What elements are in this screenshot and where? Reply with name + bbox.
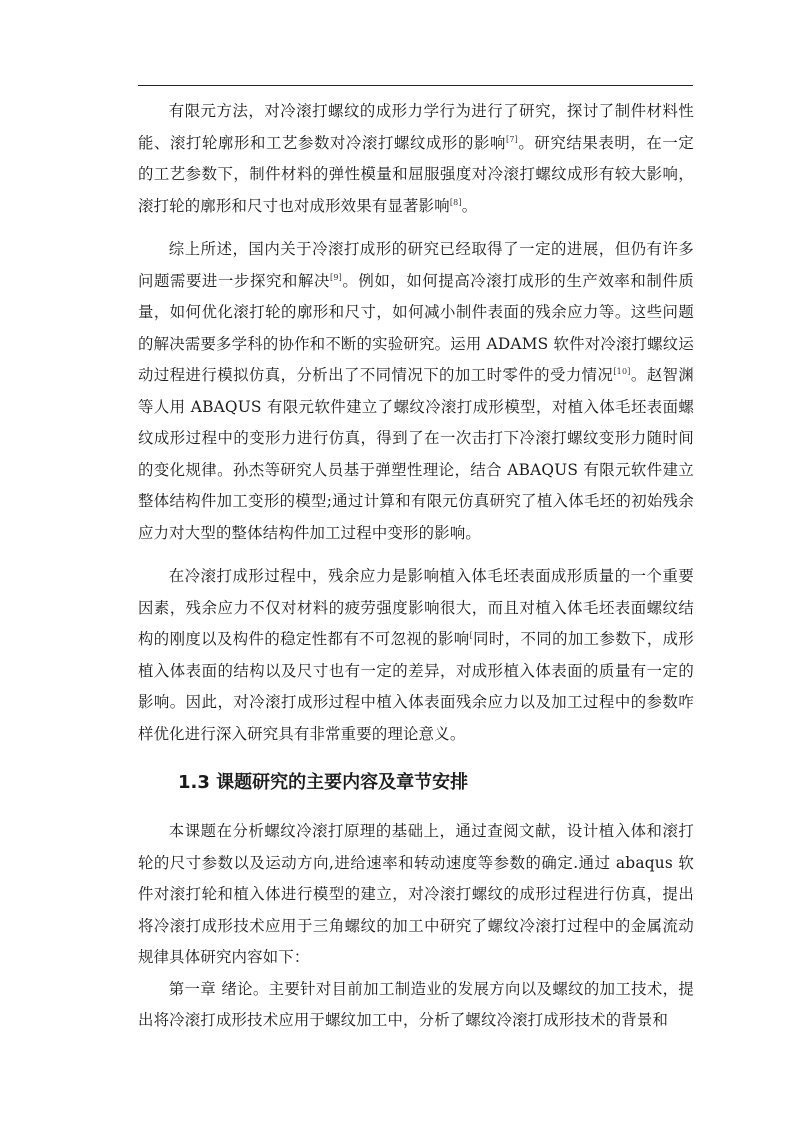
paragraph [138, 234, 694, 549]
section-heading: 1.3 课题研究的主要内容及章节安排 [178, 772, 469, 793]
header-rule [138, 85, 693, 86]
paragraph [138, 974, 694, 1037]
text-run: 。研究结果表明，在一定的工艺参数下，制件材料的弹性模量和屈服强度对冷滚打螺纹成形有较大影响，滚打轮的廓形和尺寸也对成形效果有显著影响 [138, 133, 695, 215]
text-run: 本课题在分析螺纹冷滚打原理的基础上，通过查阅文献，设计植入体和滚打轮的尺寸参数以及运动方向,进给速率和转动速度等参数的确定.通过 abaqus 软件对滚打轮和植入体进行模型的建立，对冷滚打螺纹的成形过程进行仿真，提出将冷滚打成形技术应用于三角螺纹的加工中研究了螺纹冷滚打过程中的金属流动规律具体研究内容如下： [138, 822, 694, 966]
text-run: 在冷滚打成形过程中，残余应力是影响植入体毛坯表面成形质量的一个重要因素，残余应力不仅对材料的疲劳强度影响很大，而且对植入体毛坯表面螺纹结构的刚度以及构件的稳定性都有不可忽视的影响 [138, 567, 694, 648]
paragraph [138, 816, 694, 974]
text-run: 。赵智渊等人用 ABAQUS 有限元软件建立了螺纹冷滚打成形模型，对植入体毛坯表面螺纹成形过程中的变形力进行仿真，得到了在一次击打下冷滚打螺纹变形力随时间的变化规律。孙杰等研究人员基于弹塑性理论，结合 ABAQUS 有限元软件建立整体结构件加工变形的模型;通过计算和有限元仿真研究了植入体毛坯的初始残余应力对大型的整体结构件加工过程中变形的影响。 [138, 366, 694, 542]
citation-marker: [7] [506, 134, 518, 144]
citation-marker: [10] [613, 367, 631, 376]
text-run: 综上所述，国内关于冷滚打成形的研究已经取得了一定的进展，但仍有许多问题需要进一步探究和解决 [138, 240, 694, 290]
text-run: 第一章 绪论。主要针对目前加工制造业的发展方向以及螺纹的加工技术，提出将冷滚打成形技术应用于螺纹加工中，分析了螺纹冷滚打成形技术的背景和 [138, 979, 694, 1029]
citation-marker: [8] [449, 197, 462, 207]
paragraph [138, 561, 694, 750]
citation-marker: [9] [330, 272, 342, 282]
body-text [138, 96, 694, 1037]
text-run: 有限元方法，对冷滚打螺纹的成形力学行为进行了研究，探讨了制件材料性能、滚打轮廓形和工艺参数对冷滚打螺纹成形的影响 [138, 102, 694, 152]
text-run: 。 [461, 196, 478, 215]
paragraph [138, 96, 694, 222]
text-run: 同时，不同的加工参数下，成形植入体表面的结构以及尺寸也有一定的差异，对成形植入体表面的质量有一定的影响。因此，对冷滚打成形过程中植入体表面残余应力以及加工过程中的参数咋样优化进行深入研究具有非常重要的理论意义。 [138, 630, 694, 743]
text-run: 。例如，如何提高冷滚打成形的生产效率和制件质量，如何优化滚打轮的廓形和尺寸，如何减小制件表面的残余应力等。这些问题的解决需要多学科的协作和不断的实验研究。运用 ADAMS 软件对冷滚打螺纹运动过程进行模拟仿真，分析出了不同情况下的加工时零件的受力情况 [138, 271, 695, 384]
citation-marker: [ [469, 631, 473, 640]
